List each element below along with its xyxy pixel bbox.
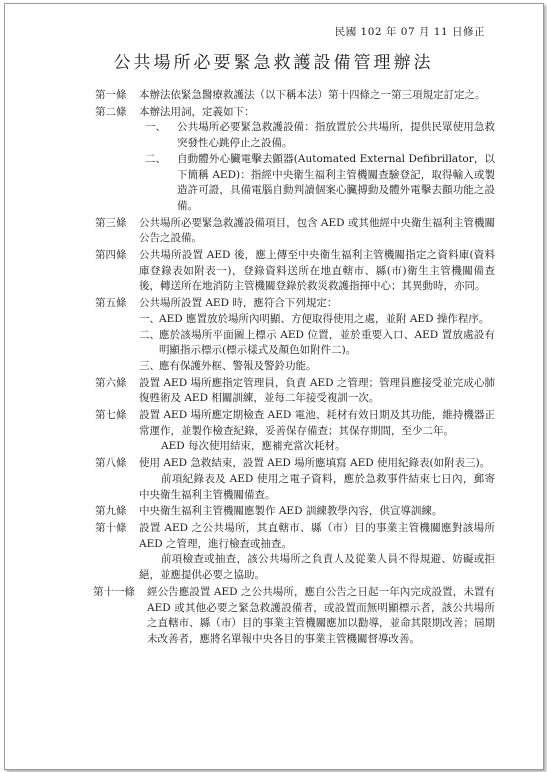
article-6 bbox=[95, 376, 495, 407]
item-number: 一、 bbox=[145, 121, 166, 134]
article-label: 第六條 bbox=[95, 376, 127, 389]
article-text: 使用 AED 急救結束，設置 AED 場所應填寫 AED 使用紀錄表(如附表三)。 bbox=[139, 457, 491, 470]
article-label: 第十條 bbox=[95, 521, 127, 534]
article-8 bbox=[95, 456, 495, 503]
amendment-date: 民國 102 年 07 月 11 日修正 bbox=[334, 26, 485, 38]
article-3 bbox=[95, 216, 495, 247]
article-paragraph: 前項紀錄表及 AED 使用之電子資料，應於急救事件結束七日內，郵寄中央衛生福利主管機關備查。 bbox=[139, 472, 495, 501]
article-paragraph: AED 每次使用結束，應補充當次耗材。 bbox=[161, 440, 346, 453]
article-text: 中央衛生福利主管機關應製作 AED 訓練教學內容，供宣導訓練。 bbox=[139, 505, 443, 518]
item-text: 應於該場所平面圖上標示 AED 位置，並於重要入口、AED 置放處設有明顯指示標示(標示樣式及顏色如附件二)。 bbox=[159, 328, 495, 357]
article-label: 第十一條 bbox=[93, 585, 135, 598]
article-label: 第五條 bbox=[95, 297, 127, 310]
articles-list bbox=[95, 88, 495, 648]
article-text: 本辦法依緊急醫療救護法（以下稱本法）第十四條之一第三項規定訂定之。 bbox=[139, 89, 486, 101]
article-label: 第八條 bbox=[95, 457, 127, 470]
article-2 bbox=[95, 105, 495, 215]
article-5 bbox=[95, 296, 495, 375]
article-text: 公共場所必要緊急救護設備項目，包含 AED 或其他經中央衛生福利主管機關公告之設備。 bbox=[139, 216, 495, 245]
item-text: 應有保護外框、警報及警鈴功能。 bbox=[159, 359, 317, 372]
item-number: 一、 bbox=[139, 312, 160, 325]
article-text: 經公告應設置 AED 之公共場所，應自公告之日起一年內完成設置，未置有 AED 或其他必要之緊急救護設備者，或設置而無明顯標示者，該公共場所之直轄市、縣（市）目的事業主管機關應加以勸導，並命其限期改善；屆期未改善者，應將名單報中央各目的事業主管機關督導改善。 bbox=[147, 585, 495, 645]
article-text: 設置 AED 場所應指定管理員，負責 AED 之管理；管理員應接受並完成心肺復甦術及 AED 相關訓練，並每二年接受複訓一次。 bbox=[139, 376, 495, 405]
article-item bbox=[139, 359, 495, 375]
article-paragraph: 前項檢查或抽查，該公共場所之負責人及從業人員不得規避、妨礙或拒絕，並應提供必要之協助。 bbox=[139, 553, 495, 582]
article-9 bbox=[95, 504, 495, 520]
item-number: 二、 bbox=[139, 328, 160, 341]
article-4 bbox=[95, 248, 495, 295]
article-label: 第四條 bbox=[95, 249, 127, 262]
article-text: 設置 AED 場所應定期檢查 AED 電池、耗材有效日期及其功能，維持機器正常運作，並製作檢查紀錄，妥善保存備查；其保存期間，至少二年。 bbox=[139, 409, 495, 437]
article-text: 本辦法用詞，定義如下： bbox=[139, 105, 255, 118]
item-number: 三、 bbox=[139, 359, 160, 372]
document-title: 公共場所必要緊急救護設備管理辦法 bbox=[113, 53, 434, 73]
article-text: 公共場所設置 AED 後，應上傳至中央衛生福利主管機關指定之資料庫(資料庫登錄表如附表一)，登錄資料送所在地直轄市、縣(市)衛生主管機關備查後，轉送所在地消防主管機關登錄於救災救護指揮中心；其異動時，亦同。 bbox=[139, 249, 495, 293]
article-item bbox=[139, 120, 495, 151]
article-label: 第一條 bbox=[95, 89, 127, 101]
article-item bbox=[139, 152, 495, 215]
article-text: 公共場所設置 AED 時，應符合下列規定： bbox=[139, 297, 338, 310]
item-number: 二、 bbox=[145, 152, 166, 165]
article-label: 第三條 bbox=[95, 216, 127, 229]
article-7 bbox=[95, 408, 495, 455]
item-text: 自動體外心臟電擊去顫器(Automated External Defibrillator，以下簡稱 AED)：指經中央衛生福利主管機關查驗登記，取得輸入或製造許可證，具備電腦自動判讀個案心臟搏動及體外電擊去顫功能之設備。 bbox=[177, 152, 495, 212]
item-text: 公共場所必要緊急救護設備：指放置於公共場所，提供民眾使用急救突發性心跳停止之設備。 bbox=[177, 121, 495, 150]
article-10 bbox=[95, 521, 495, 584]
article-label: 第二條 bbox=[95, 105, 127, 118]
article-item bbox=[139, 328, 495, 359]
article-1 bbox=[95, 88, 495, 104]
article-item bbox=[139, 312, 495, 328]
article-label: 第九條 bbox=[95, 505, 127, 518]
article-11 bbox=[95, 585, 495, 648]
item-text: AED 應置放於場所內明顯、方便取得使用之處，並附 AED 操作程序。 bbox=[159, 312, 490, 325]
article-text: 設置 AED 之公共場所，其直轄市、縣（市）目的事業主管機關應對該場所 AED 之管理，進行檢查或抽查。 bbox=[139, 521, 495, 550]
article-label: 第七條 bbox=[95, 409, 127, 422]
